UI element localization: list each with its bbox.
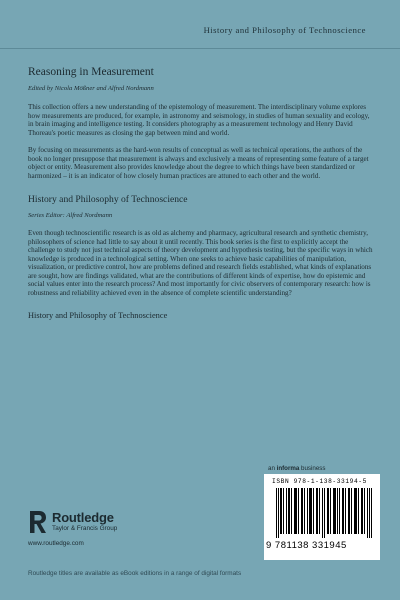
- book-title: Reasoning in Measurement: [28, 66, 154, 78]
- ebook-note: Routledge titles are available as eBook editions in a range of digital formats: [28, 570, 242, 577]
- book-description-paragraph-1: This collection offers a new understanding of the epistemology of measurement. The interdisciplinary volume explores how measurements are produced, for example, in astronomy and seismology, in studies of human sexuality and ecology, in brain imaging and intelligence testing. It considers photography as a measurement technology and Henry David Thoreau's poetic measures as closing the gap between mind and world.: [28, 103, 370, 137]
- isbn-barcode-box: [264, 474, 380, 560]
- series-name-footer: History and Philosophy of Technoscience: [28, 311, 168, 320]
- series-header-bar: [0, 0, 400, 49]
- publisher-name: Routledge: [52, 510, 114, 525]
- barcode-digits: 9 781138 331945: [266, 540, 347, 551]
- book-editors: Edited by Nicola Mößner and Alfred Nordmann: [28, 85, 154, 92]
- series-header-title: History and Philosophy of Technoscience: [203, 25, 366, 35]
- series-description: Even though technoscientific research is as old as alchemy and pharmacy, agricultural research and synthetic chemistry, philosophers of science had little to say about it until recently. This book series is the first to explicitly accept the challenge to study not just technical aspects of theory development and hypothesis testing, but the specific ways in which knowledge is produced in a technological setting. When one seeks to achieve basic capabilities of manipulation, visualization, or predictive control, how are problems defined and research fields established, what kinds of explanations are sought, how are findings validated, what are the contributions of different kinds of expertise, how do epistemic and social values enter into the research process? And most importantly for civic observers of contemporary research: how is robustness and reliability achieved even in the absence of complete scientific understanding?: [28, 229, 373, 297]
- publisher-group: Taylor & Francis Group: [52, 525, 118, 532]
- publisher-url[interactable]: www.routledge.com: [28, 540, 84, 547]
- series-editor: Series Editor: Alfred Nordmann: [28, 212, 113, 219]
- informa-business-label: an informa business: [268, 465, 326, 472]
- series-title: History and Philosophy of Technoscience: [28, 194, 188, 205]
- isbn-label: ISBN 978-1-138-33194-5: [272, 478, 367, 485]
- book-description-paragraph-2: By focusing on measurements as the hard-won results of conceptual as well as technical operations, the authors of the book no longer presuppose that measurement is always and exclusively a means of representing some feature of a target object or entity. Measurement also provides knowledge about the degree to which things have been standardized or harmonized – it is an indicator of how closely human practices are attuned to each other and the world.: [28, 146, 369, 180]
- routledge-r-logo-icon: [28, 509, 48, 535]
- back-cover-text: [28, 66, 374, 320]
- publisher-brand: [52, 511, 117, 533]
- barcode-icon: [276, 488, 372, 538]
